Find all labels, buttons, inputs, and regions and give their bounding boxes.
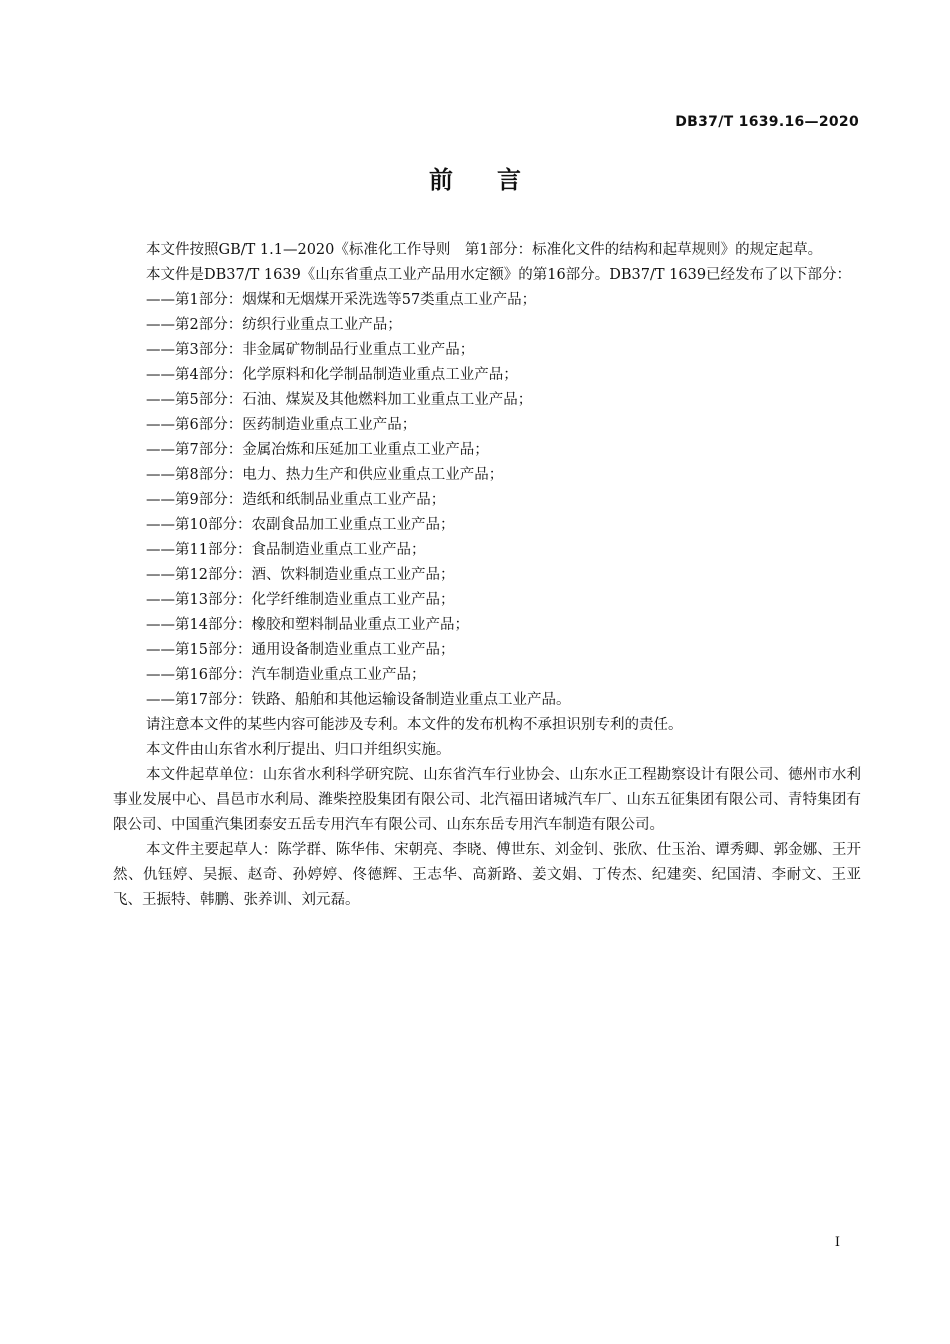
paragraph-proposer: 本文件由山东省水利厅提出、归口并组织实施。	[146, 742, 451, 758]
list-item: ——第2部分：纺织行业重点工业产品；	[146, 317, 402, 333]
list-item: ——第16部分：汽车制造业重点工业产品；	[146, 667, 426, 683]
list-item: ——第6部分：医药制造业重点工业产品；	[146, 417, 417, 433]
list-item: ——第1部分：烟煤和无烟煤开采洗选等57类重点工业产品；	[146, 292, 537, 308]
document-code: DB37/T 1639.16—2020	[675, 114, 859, 130]
list-item: ——第17部分：铁路、船舶和其他运输设备制造业重点工业产品。	[146, 692, 571, 708]
list-item: ——第9部分：造纸和纸制品业重点工业产品；	[146, 492, 446, 508]
paragraph-patent-notice: 请注意本文件的某些内容可能涉及专利。本文件的发布机构不承担识别专利的责任。	[146, 717, 683, 733]
list-item: ——第4部分：化学原料和化学制品制造业重点工业产品；	[146, 367, 518, 383]
list-item: ——第13部分：化学纤维制造业重点工业产品；	[146, 592, 455, 608]
list-item: ——第14部分：橡胶和塑料制品业重点工业产品；	[146, 617, 469, 633]
paragraph-drafting-units: 本文件起草单位：山东省水利科学研究院、山东省汽车行业协会、山东水正工程勘察设计有限公司、德州市水利事业发展中心、昌邑市水利局、潍柴控股集团有限公司、北汽福田诸城汽车厂、山东五征集团有限公司、青特集团有限公司、中国重汽集团泰安五岳专用汽车有限公司、山东东岳专用汽车制造有限公司。	[113, 767, 861, 833]
list-item: ——第10部分：农副食品加工业重点工业产品；	[146, 517, 455, 533]
list-item: ——第11部分：食品制造业重点工业产品；	[146, 542, 426, 558]
paragraph-series-intro: 本文件是DB37/T 1639《山东省重点工业产品用水定额》的第16部分。DB37/T 1639已经发布了以下部分：	[146, 267, 852, 283]
list-item: ——第12部分：酒、饮料制造业重点工业产品；	[146, 567, 455, 583]
list-item: ——第3部分：非金属矿物制品行业重点工业产品；	[146, 342, 475, 358]
list-item: ——第7部分：金属冶炼和压延加工业重点工业产品；	[146, 442, 489, 458]
list-item: ——第15部分：通用设备制造业重点工业产品；	[146, 642, 455, 658]
page-number: I	[834, 1235, 840, 1250]
paragraph-drafting-rules: 本文件按照GB/T 1.1—2020《标准化工作导则 第1部分：标准化文件的结构和起草规则》的规定起草。	[146, 242, 823, 258]
list-item: ——第5部分：石油、煤炭及其他燃料加工业重点工业产品；	[146, 392, 533, 408]
paragraph-drafters: 本文件主要起草人：陈学群、陈华伟、宋朝亮、李晓、傅世东、刘金钊、张欣、仕玉治、谭秀卿、郭金娜、王开然、仇钰婷、吴振、赵奇、孙婷婷、佟德辉、王志华、高新路、姜文娟、丁传杰、纪建奕、纪国清、李耐文、王亚飞、王振特、韩鹏、张养训、刘元磊。	[113, 842, 861, 908]
parts-list	[113, 288, 861, 713]
page-title: 前言	[429, 166, 565, 194]
list-item: ——第8部分：电力、热力生产和供应业重点工业产品；	[146, 467, 504, 483]
document-body	[113, 238, 861, 913]
